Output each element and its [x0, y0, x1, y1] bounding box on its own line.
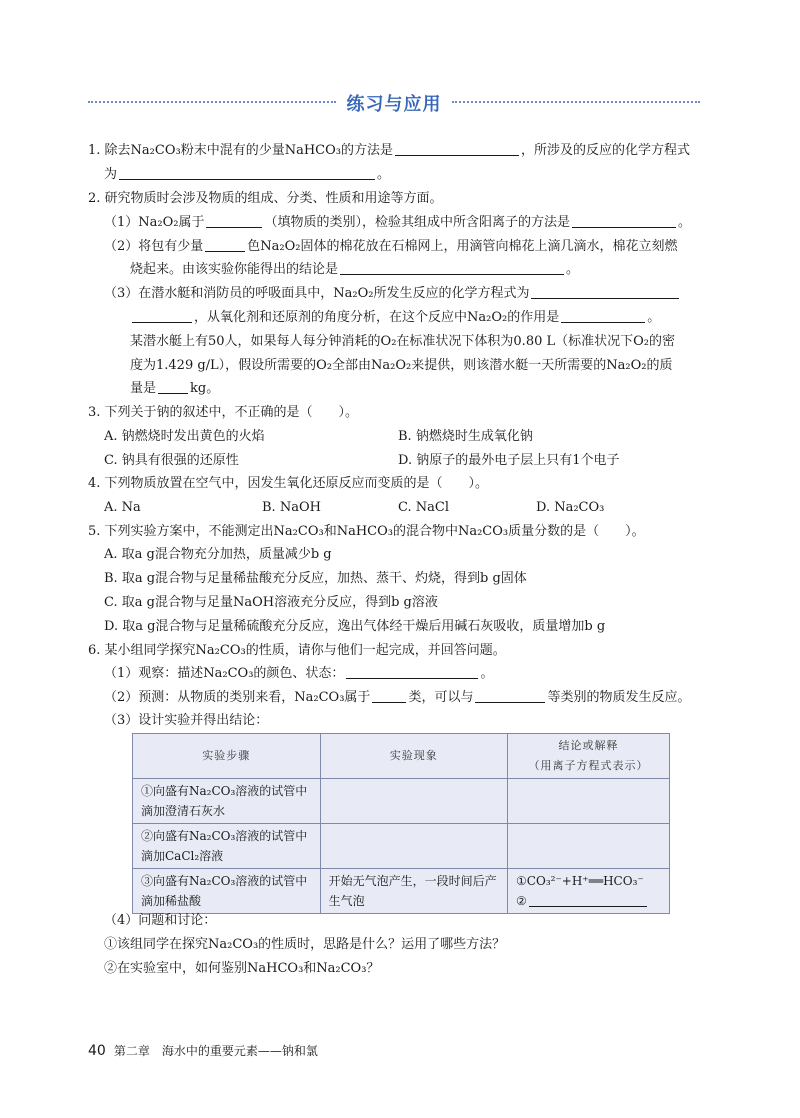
q6-p2-blank-class[interactable] — [372, 689, 406, 703]
q5-option-b[interactable]: B. 取a g混合物与足量稀盐酸充分反应，加热、蒸干、灼烧，得到b g固体 — [104, 571, 527, 586]
table-header-conclusion-line-2: （用离子方程式表示） — [528, 759, 649, 772]
q3-option-b[interactable]: B. 钠燃烧时生成氧化钠 — [398, 429, 533, 444]
q6-p1-text-b: 。 — [480, 666, 494, 681]
q5-option-a[interactable]: A. 取a g混合物充分加热，质量减少b g — [104, 547, 332, 562]
q5-option-d[interactable]: D. 取a g混合物与足量稀硫酸充分反应，逸出气体经干燥后用碱石灰吸收，质量增加b g — [104, 619, 606, 634]
q2-p1-text-c: 。 — [678, 215, 692, 230]
q3-option-d[interactable]: D. 钠原子的最外电子层上只有1个电子 — [398, 453, 620, 468]
q3-option-a[interactable]: A. 钠燃烧时发出黄色的火焰 — [104, 429, 265, 444]
q2-part-3-line-3: 某潜水艇上有50人，如果每人每分钟消耗的O₂在标准状况下体积为0.80 L（标准状况下O₂的密 — [130, 334, 675, 349]
q2-part-3-line-2 — [130, 308, 660, 328]
q2-p3-text-b: ，从氧化剂和还原剂的角度分析，在这个反应中Na₂O₂的作用是 — [194, 310, 560, 325]
q6-p1-text-a: （1）观察：描述Na₂CO₃的颜色、状态： — [104, 666, 345, 681]
q6-p2-text-c: 等类别的物质发生反应。 — [547, 690, 691, 705]
q2-p3-text-g: kg。 — [190, 381, 220, 396]
q2-part-2-line-2 — [130, 260, 579, 280]
table-header-conclusion-line-1: 结论或解释 — [558, 739, 619, 752]
q1-blank-method[interactable] — [395, 142, 519, 156]
q2-p2-text-c: 烧起来。由该实验你能得出的结论是 — [130, 262, 339, 277]
conclusion-equation-2 — [516, 891, 661, 911]
q3-option-c[interactable]: C. 钠具有很强的还原性 — [104, 453, 239, 468]
q1-text-d: 。 — [377, 167, 391, 182]
table-row — [133, 824, 670, 869]
q1-text-b: ，所涉及的反应的化学方程式 — [520, 143, 690, 158]
conclusion-equation-2-label: ② — [516, 894, 527, 908]
q4-option-d[interactable]: D. Na₂CO₃ — [536, 500, 605, 515]
page-number: 40 — [88, 1043, 106, 1059]
table-cell-conclusion[interactable] — [508, 779, 670, 824]
table-cell-step: ②向盛有Na₂CO₃溶液的试管中滴加CaCl₂溶液 — [133, 824, 321, 869]
header-dotted-rule-left — [88, 101, 336, 103]
q6-part-2 — [104, 688, 690, 708]
q2-p1-blank-category[interactable] — [206, 214, 262, 228]
section-title: 练习与应用 — [346, 94, 442, 115]
q1-text-c: 为 — [104, 167, 118, 182]
table-header-row — [133, 734, 670, 779]
conclusion-equation-1: ①CO₃²⁻+H⁺══HCO₃⁻ — [516, 874, 644, 888]
table-cell-step: ①向盛有Na₂CO₃溶液的试管中滴加澄清石灰水 — [133, 779, 321, 824]
q2-part-3-line-1 — [104, 284, 681, 304]
q1-line-1 — [88, 141, 690, 161]
table-header-steps: 实验步骤 — [133, 734, 321, 779]
table-cell-phenomenon[interactable] — [320, 779, 507, 824]
q2-part-2-line-1 — [104, 237, 678, 257]
q1-blank-equation[interactable] — [119, 166, 375, 180]
q4-stem: 4. 下列物质放置在空气中，因发生氧化还原反应而变质的是（ ）。 — [88, 476, 489, 491]
q2-p3-blank-equation-cont[interactable] — [132, 309, 192, 323]
q2-p3-text-f: 量是 — [130, 381, 157, 396]
q6-stem: 6. 某小组同学探究Na₂CO₃的性质，请你与他们一起完成，并回答问题。 — [88, 643, 506, 658]
table-header-conclusion — [508, 734, 670, 779]
header-dotted-rule-right — [452, 101, 700, 103]
q2-intro: 2. 研究物质时会涉及物质的组成、分类、性质和用途等方面。 — [88, 191, 443, 206]
q5-option-c[interactable]: C. 取a g混合物与足量NaOH溶液充分反应，得到b g溶液 — [104, 595, 438, 610]
q6-part-1 — [104, 664, 493, 684]
table-cell-conclusion[interactable] — [508, 824, 670, 869]
q6-p2-blank-reactants[interactable] — [475, 689, 545, 703]
table-row — [133, 869, 670, 914]
q5-stem: 5. 下列实验方案中，不能测定出Na₂CO₃和NaHCO₃的混合物中Na₂CO₃质量分数的是（ ）。 — [88, 524, 645, 539]
chapter-title: 第二章 海水中的重要元素——钠和氯 — [113, 1044, 318, 1058]
page-footer — [88, 1042, 318, 1059]
q6-discussion-1: ①该组同学在探究Na₂CO₃的性质时，思路是什么？运用了哪些方法？ — [104, 937, 506, 952]
table-cell-phenomenon[interactable] — [320, 824, 507, 869]
q2-part-1 — [104, 213, 691, 233]
table-cell-step: ③向盛有Na₂CO₃溶液的试管中滴加稀盐酸 — [133, 869, 321, 914]
q6-part-3: （3）设计实验并得出结论： — [104, 713, 269, 728]
q2-p3-blank-mass[interactable] — [158, 380, 188, 394]
q2-p3-text-c: 。 — [647, 310, 661, 325]
q2-part-3-line-5 — [130, 379, 219, 399]
q4-option-b[interactable]: B. NaOH — [262, 500, 321, 515]
q6-p2-text-a: （2）预测：从物质的类别来看，Na₂CO₃属于 — [104, 690, 371, 705]
q2-p2-blank-conclusion[interactable] — [340, 261, 564, 275]
section-header — [88, 90, 700, 114]
conclusion-equation-2-blank[interactable] — [529, 893, 647, 907]
q2-p2-text-d: 。 — [566, 262, 580, 277]
q6-discussion-2: ②在实验室中，如何鉴别NaHCO₃和Na₂CO₃？ — [104, 961, 380, 976]
q4-option-c[interactable]: C. NaCl — [398, 500, 449, 515]
q2-p2-blank-color[interactable] — [205, 238, 245, 252]
table-row — [133, 779, 670, 824]
q2-p3-text-a: （3）在潜水艇和消防员的呼吸面具中，Na₂O₂所发生反应的化学方程式为 — [104, 286, 530, 301]
table-header-phenomena: 实验现象 — [320, 734, 507, 779]
table-cell-conclusion — [508, 869, 670, 914]
q6-part-4: （4）问题和讨论： — [104, 913, 217, 928]
table-cell-phenomenon: 开始无气泡产生，一段时间后产生气泡 — [320, 869, 507, 914]
q1-text-a: 1. 除去Na₂CO₃粉末中混有的少量NaHCO₃的方法是 — [88, 143, 393, 158]
q2-p1-blank-method[interactable] — [572, 214, 676, 228]
q2-p1-text-b: （填物质的类别），检验其组成中所含阳离子的方法是 — [264, 215, 570, 230]
q2-p2-text-a: （2）将包有少量 — [104, 239, 204, 254]
experiment-table — [132, 733, 670, 914]
q3-stem: 3. 下列关于钠的叙述中，不正确的是（ ）。 — [88, 405, 359, 420]
q4-option-a[interactable]: A. Na — [104, 500, 141, 515]
q6-p1-blank-observation[interactable] — [346, 665, 478, 679]
q2-p3-blank-role[interactable] — [561, 309, 645, 323]
q2-p3-blank-equation[interactable] — [531, 285, 679, 299]
q2-p2-text-b: 色Na₂O₂固体的棉花放在石棉网上，用滴管向棉花上滴几滴水，棉花立刻燃 — [247, 239, 678, 254]
q2-part-3-line-4: 度为1.429 g/L），假设所需要的O₂全部由Na₂O₂来提供，则该潜水艇一天所需要的Na₂O₂的质 — [130, 358, 673, 373]
q1-line-2 — [104, 165, 390, 185]
q2-p1-text-a: （1）Na₂O₂属于 — [104, 215, 205, 230]
q6-p2-text-b: 类，可以与 — [408, 690, 474, 705]
